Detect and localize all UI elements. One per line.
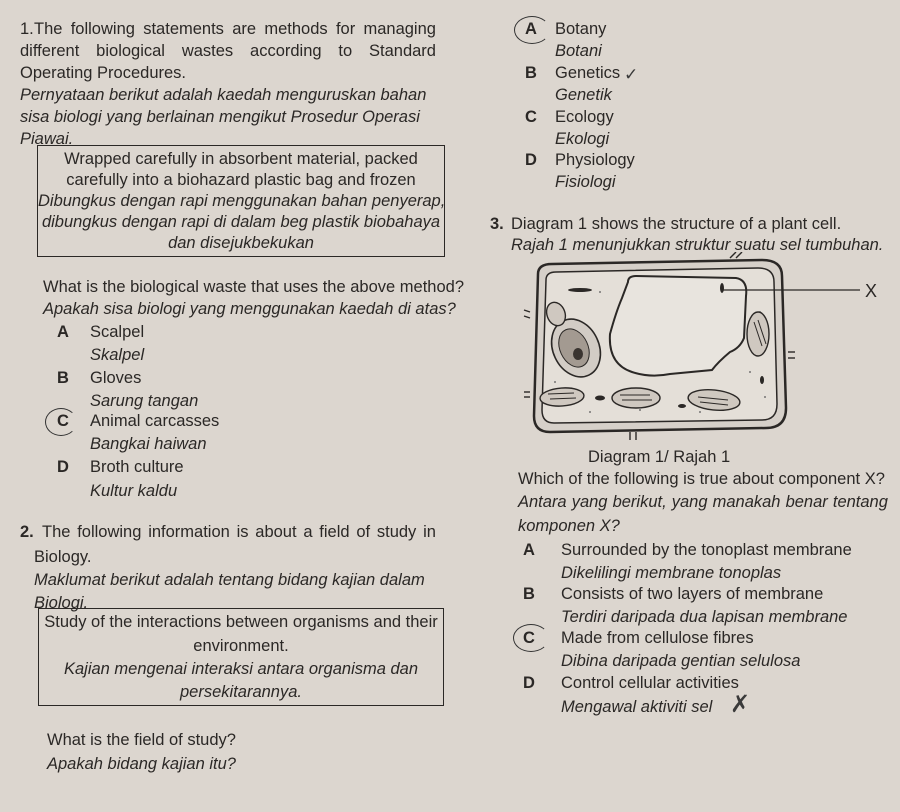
q1-stem-en-line-1: The following statements are methods for managing — [34, 20, 436, 38]
q1-option-d-en[interactable]: Broth culture — [90, 458, 184, 476]
q2-box-line-2: environment. — [193, 637, 289, 655]
q3-option-d-ms: Mengawal aktiviti sel — [561, 698, 713, 716]
q1-option-b-ms: Sarung tangan — [90, 392, 199, 410]
q1-stem-ms-line-1: Pernyataan berikut adalah kaedah menguruskan bahan — [20, 86, 427, 104]
q1-method-box — [37, 145, 445, 257]
q1-question-ms: Apakah sisa biologi yang menggunakan kaedah di atas? — [43, 300, 456, 318]
q2-box-line-4: persekitarannya. — [180, 683, 302, 701]
q3-stem-ms: Rajah 1 menunjukkan struktur suatu sel tumbuhan. — [511, 236, 884, 254]
q1-option-c-ms: Bangkai haiwan — [90, 435, 207, 453]
q3-option-d-en[interactable]: Control cellular activities — [561, 674, 739, 692]
q2-option-d-en[interactable]: Physiology — [555, 151, 635, 169]
q1-option-c-letter[interactable]: C — [57, 412, 69, 430]
q2-option-d-ms: Fisiologi — [555, 173, 616, 191]
q1-box-line-5: dan disejukbekukan — [168, 234, 314, 252]
q2-stem-ms-line-2: Biologi. — [34, 594, 89, 612]
q2-stem-en-line-1: The following information is about a field of study in — [42, 523, 436, 541]
q3-option-c-ms: Dibina daripada gentian selulosa — [561, 652, 801, 670]
q2-stem-ms-line-1: Maklumat berikut adalah tentang bidang kajian dalam — [34, 571, 425, 589]
q2-option-b-letter[interactable]: B — [525, 64, 537, 82]
q3-option-a-en[interactable]: Surrounded by the tonoplast membrane — [561, 541, 852, 559]
q2-number: 2. — [20, 523, 34, 541]
q1-stem-ms-line-3: Piawai. — [20, 130, 74, 148]
q1-option-a-ms: Skalpel — [90, 346, 145, 364]
q2-option-a-en[interactable]: Botany — [555, 20, 607, 38]
q1-option-c-en[interactable]: Animal carcasses — [90, 412, 220, 430]
q2-option-b-en[interactable]: Genetics — [555, 64, 621, 82]
q3-option-a-letter[interactable]: A — [523, 541, 535, 559]
q1-option-b-letter[interactable]: B — [57, 369, 69, 387]
label-x: X — [865, 281, 878, 301]
q3-number: 3. — [490, 215, 504, 233]
q1-stem-en-line-2: different biological wastes according to Standard — [20, 42, 436, 60]
q1-stem-en-line-3: Operating Procedures. — [20, 64, 187, 82]
q1-option-a-letter[interactable]: A — [57, 323, 69, 341]
q2-tick-mark: ✓ — [624, 65, 639, 85]
diagram-caption: Diagram 1/ Rajah 1 — [588, 448, 731, 466]
q1-option-d-letter[interactable]: D — [57, 458, 69, 476]
q1-question-en: What is the biological waste that uses the above method? — [43, 278, 464, 296]
q1-stem-ms-line-2: sisa biologi yang berlainan mengikut Prosedur Operasi — [20, 108, 420, 126]
plant-cell-diagram — [500, 252, 895, 447]
q3-option-b-en[interactable]: Consists of two layers of membrane — [561, 585, 824, 603]
q3-question-ms-line-2: komponen X? — [518, 517, 620, 535]
q3-question-en: Which of the following is true about component X? — [518, 470, 885, 488]
q2-stem-en-line-2: Biology. — [34, 548, 92, 566]
q1-option-b-en[interactable]: Gloves — [90, 369, 142, 387]
q2-option-c-ms: Ekologi — [555, 130, 610, 148]
q2-option-a-letter[interactable]: A — [525, 20, 537, 38]
q3-option-c-letter[interactable]: C — [523, 629, 535, 647]
q1-option-d-ms: Kultur kaldu — [90, 482, 178, 500]
q1-box-line-2: carefully into a biohazard plastic bag and frozen — [66, 171, 416, 189]
q2-option-a-ms: Botani — [555, 42, 602, 60]
q2-box-line-1: Study of the interactions between organisms and their — [44, 613, 438, 631]
q3-question-ms-line-1: Antara yang berikut, yang manakah benar tentang — [518, 493, 888, 511]
q2-option-c-letter[interactable]: C — [525, 108, 537, 126]
q2-option-d-letter[interactable]: D — [525, 151, 537, 169]
q2-box-line-3: Kajian mengenai interaksi antara organisma dan — [63, 660, 419, 678]
q3-option-d-letter[interactable]: D — [523, 674, 535, 692]
q1-box-line-3: Dibungkus dengan rapi menggunakan bahan penyerap, — [38, 192, 446, 210]
q1-box-line-4: dibungkus dengan rapi di dalam beg plastik biobahaya — [41, 213, 441, 231]
q2-question-en: What is the field of study? — [47, 731, 236, 749]
q3-cross-mark: ✗ — [730, 690, 751, 718]
q2-option-b-ms: Genetik — [555, 86, 612, 104]
q1-option-a-en[interactable]: Scalpel — [90, 323, 145, 341]
q2-option-c-en[interactable]: Ecology — [555, 108, 614, 126]
q1-number: 1. — [20, 20, 34, 38]
q1-stem-text: The — [34, 20, 63, 38]
q2-info-box — [38, 608, 444, 706]
q1-box-line-1: Wrapped carefully in absorbent material, packed — [64, 150, 418, 168]
q2-question-ms: Apakah bidang kajian itu? — [47, 755, 236, 773]
q3-option-b-letter[interactable]: B — [523, 585, 535, 603]
q3-option-b-ms: Terdiri daripada dua lapisan membrane — [561, 608, 848, 626]
q3-option-a-ms: Dikelilingi membrane tonoplas — [561, 564, 782, 582]
q3-option-c-en[interactable]: Made from cellulose fibres — [561, 629, 754, 647]
q3-stem-en: Diagram 1 shows the structure of a plant cell. — [511, 215, 842, 233]
